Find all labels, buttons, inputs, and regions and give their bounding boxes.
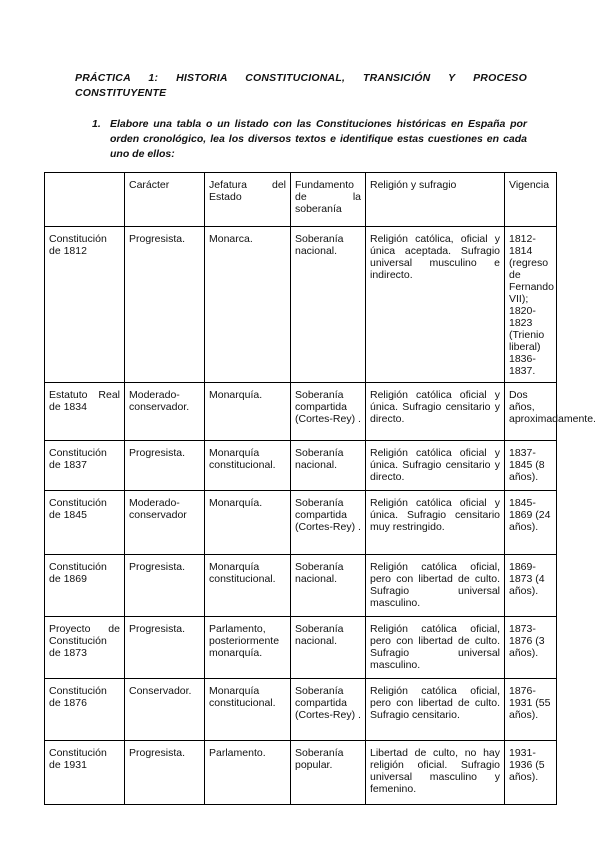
cell-jefatura: Monarquía. xyxy=(205,383,291,441)
table-row xyxy=(45,441,557,491)
cell-fundamento: Soberanía compartida (Cortes-Rey) . xyxy=(291,491,366,555)
cell-jefatura: Monarquía constitucional. xyxy=(205,679,291,741)
table-row xyxy=(45,679,557,741)
cell-vigencia: 1869-1873 (4 años). xyxy=(505,555,557,617)
header-fundamento: Fundamento de la soberanía xyxy=(291,173,366,227)
cell-religion: Religión católica oficial y única. Sufragio censitario y directo. xyxy=(366,441,505,491)
cell-name: Constitución de 1869 xyxy=(45,555,125,617)
cell-fundamento: Soberanía nacional. xyxy=(291,227,366,383)
table-header-row xyxy=(45,173,557,227)
cell-religion: Religión católica, oficial y única aceptada. Sufragio universal musculino e indirecto. xyxy=(366,227,505,383)
table-row xyxy=(45,227,557,383)
cell-caracter: Progresista. xyxy=(125,741,205,805)
cell-caracter: Moderado-conservador. xyxy=(125,383,205,441)
table-row xyxy=(45,491,557,555)
table-row xyxy=(45,741,557,805)
cell-vigencia: Dos años, aproximadamente. xyxy=(505,383,557,441)
cell-religion: Religión católica oficial, pero con libertad de culto. Sufragio censitario. xyxy=(366,679,505,741)
cell-religion: Religión católica oficial, pero con libertad de culto. Sufragio universal masculino. xyxy=(366,555,505,617)
cell-fundamento: Soberanía nacional. xyxy=(291,617,366,679)
cell-vigencia: 1812-1814 (regreso de Fernando VII); 1820-1823 (Trienio liberal) 1836-1837. xyxy=(505,227,557,383)
cell-fundamento: Soberanía compartida (Cortes-Rey) . xyxy=(291,679,366,741)
cell-vigencia: 1876-1931 (55 años). xyxy=(505,679,557,741)
cell-fundamento: Soberanía nacional. xyxy=(291,441,366,491)
cell-name: Constitución de 1837 xyxy=(45,441,125,491)
header-jefatura: Jefatura del Estado xyxy=(205,173,291,227)
cell-fundamento: Soberanía popular. xyxy=(291,741,366,805)
table-row xyxy=(45,617,557,679)
constitutions-table xyxy=(44,172,596,805)
header-vigencia: Vigencia xyxy=(505,173,557,227)
question-text: Elabore una tabla o un listado con las Constituciones históricas en España por orden cronológico, lea los diversos textos e identifique estas cuestiones en cada uno de ellos: xyxy=(110,118,527,160)
cell-religion: Religión católica oficial, pero con libertad de culto. Sufragio universal masculino. xyxy=(366,617,505,679)
cell-name: Estatuto Real de 1834 xyxy=(45,383,125,441)
cell-vigencia: 1931-1936 (5 años). xyxy=(505,741,557,805)
header-name xyxy=(45,173,125,227)
cell-religion: Libertad de culto, no hay religión oficial. Sufragio universal masculino y femenino. xyxy=(366,741,505,805)
cell-name: Constitución de 1845 xyxy=(45,491,125,555)
cell-fundamento: Soberanía compartida (Cortes-Rey) . xyxy=(291,383,366,441)
document-title: PRÁCTICA 1: HISTORIA CONSTITUCIONAL, TRANSICIÓN Y PROCESO CONSTITUYENTE xyxy=(75,72,527,99)
cell-religion: Religión católica oficial y única. Sufragio censitario muy restringido. xyxy=(366,491,505,555)
cell-caracter: Conservador. xyxy=(125,679,205,741)
cell-name: Proyecto de Constitución de 1873 xyxy=(45,617,125,679)
cell-name: Constitución de 1812 xyxy=(45,227,125,383)
cell-jefatura: Parlamento, posteriormente monarquía. xyxy=(205,617,291,679)
cell-jefatura: Monarquía. xyxy=(205,491,291,555)
cell-name: Constitución de 1876 xyxy=(45,679,125,741)
cell-caracter: Progresista. xyxy=(125,441,205,491)
cell-jefatura: Monarca. xyxy=(205,227,291,383)
header-caracter: Carácter xyxy=(125,173,205,227)
cell-vigencia: 1873-1876 (3 años). xyxy=(505,617,557,679)
header-religion: Religión y sufragio xyxy=(366,173,505,227)
cell-caracter: Progresista. xyxy=(125,227,205,383)
cell-fundamento: Soberanía nacional. xyxy=(291,555,366,617)
cell-jefatura: Monarquía constitucional. xyxy=(205,555,291,617)
table-row xyxy=(45,383,557,441)
cell-jefatura: Monarquía constitucional. xyxy=(205,441,291,491)
cell-vigencia: 1845-1869 (24 años). xyxy=(505,491,557,555)
cell-caracter: Progresista. xyxy=(125,555,205,617)
cell-vigencia: 1837-1845 (8 años). xyxy=(505,441,557,491)
cell-caracter: Moderado-conservador xyxy=(125,491,205,555)
cell-jefatura: Parlamento. xyxy=(205,741,291,805)
cell-name: Constitución de 1931 xyxy=(45,741,125,805)
table-row xyxy=(45,555,557,617)
cell-caracter: Progresista. xyxy=(125,617,205,679)
cell-religion: Religión católica oficial y única. Sufragio censitario y directo. xyxy=(366,383,505,441)
question-number: 1. xyxy=(92,118,101,130)
